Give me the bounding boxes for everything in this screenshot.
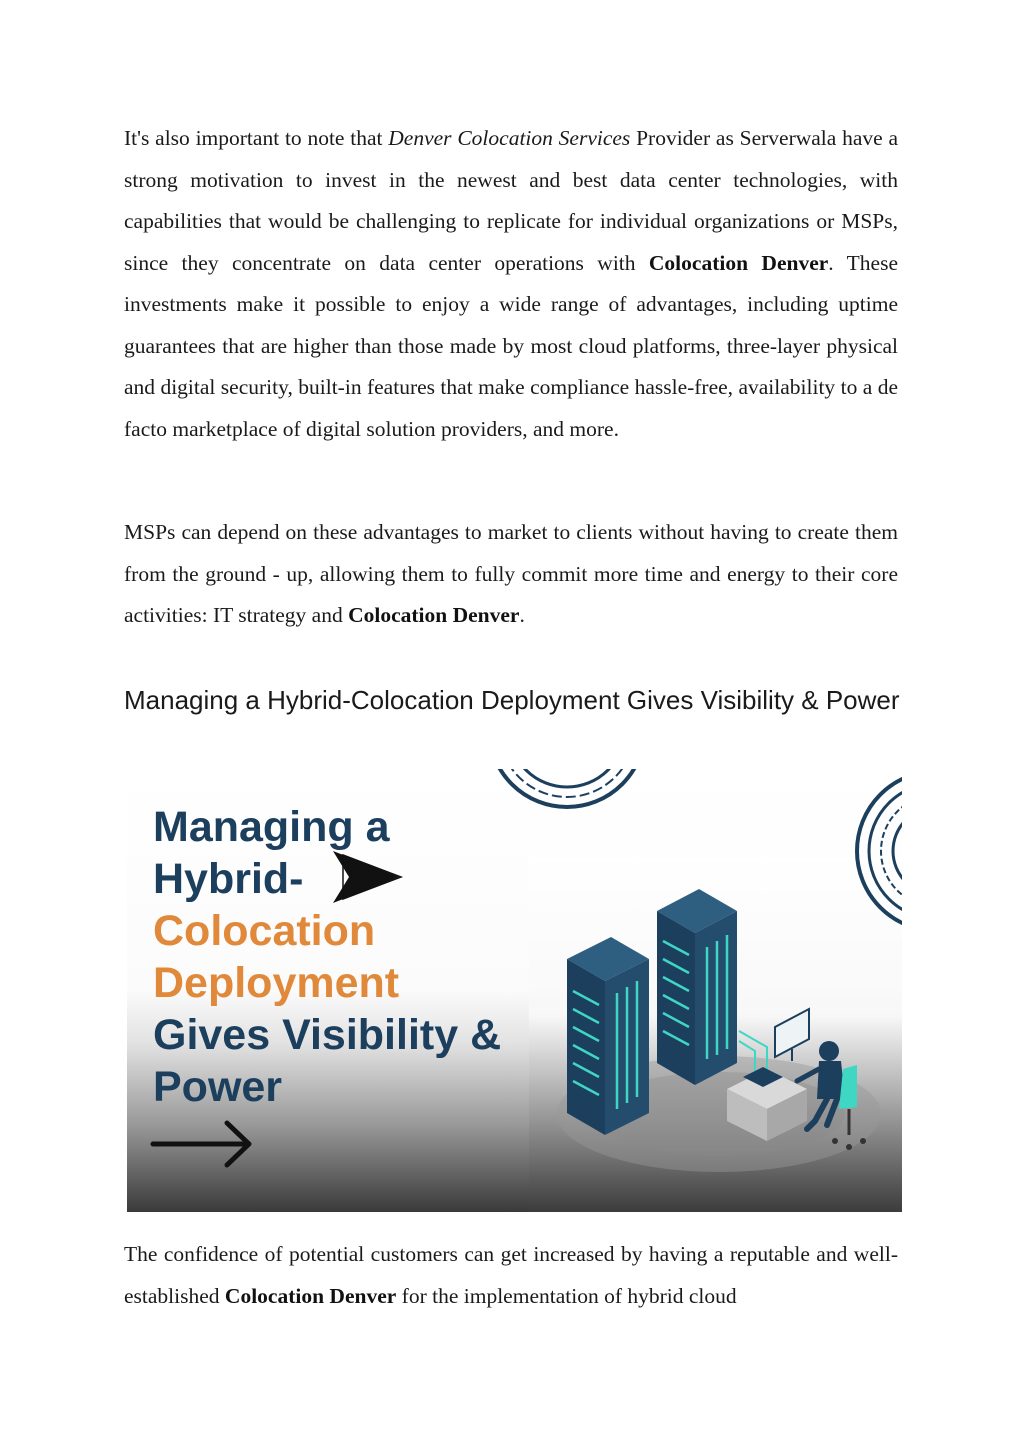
figure-title-line4: Deployment xyxy=(153,959,400,1007)
figure-title-line3: Colocation xyxy=(153,907,376,955)
italic-term: Denver Colocation Services xyxy=(388,126,631,150)
figure-title-line5: Gives Visibility & xyxy=(153,1011,502,1059)
paragraph-colocation-services xyxy=(124,118,898,450)
bold-term: Colocation Denver xyxy=(648,250,829,275)
server-rack-icon xyxy=(657,889,737,1085)
text-span: . These investments make it possible to enjoy a wide range of advantages, including uptime guarantees that are higher than those made by most cloud platforms, three-layer physical and digital security, built-in features that make compliance hassle-free, availability to a de facto marketplace of digital solution providers, and more. xyxy=(124,250,898,441)
hybrid-colocation-illustration xyxy=(127,769,902,1212)
text-span: Provider as Serverwala have a strong motivation to invest in the newest and best data center technologies, with capabilities that would be challenging to replicate for individual organizations or MSPs, since they concentrate on data center operations with xyxy=(124,126,899,275)
figure-title-line6: Power xyxy=(153,1063,283,1111)
section-heading: Managing a Hybrid-Colocation Deployment Gives Visibility & Power xyxy=(124,685,900,715)
server-rack-icon xyxy=(567,937,649,1135)
bold-term: Colocation Denver xyxy=(348,603,520,627)
figure-title-line1: Managing a xyxy=(153,803,390,851)
paragraph-customer-confidence xyxy=(124,1234,898,1317)
figure-title-line2: Hybrid- xyxy=(153,855,304,903)
text-span: MSPs can depend on these advantages to market to clients without having to create them from the ground - up, allowing them to fully commit more time and energy to their core activities: IT strategy and xyxy=(124,520,898,627)
text-span: for the implementation of hybrid cloud xyxy=(396,1283,737,1308)
text-span: The confidence of potential customers can get increased by having a reputable and well-established xyxy=(124,1242,898,1308)
text-span: . xyxy=(519,603,525,627)
text-span: It's also important to note that xyxy=(124,126,389,150)
bold-term: Colocation Denver xyxy=(224,1283,397,1308)
paragraph-msps-advantages xyxy=(124,512,898,637)
